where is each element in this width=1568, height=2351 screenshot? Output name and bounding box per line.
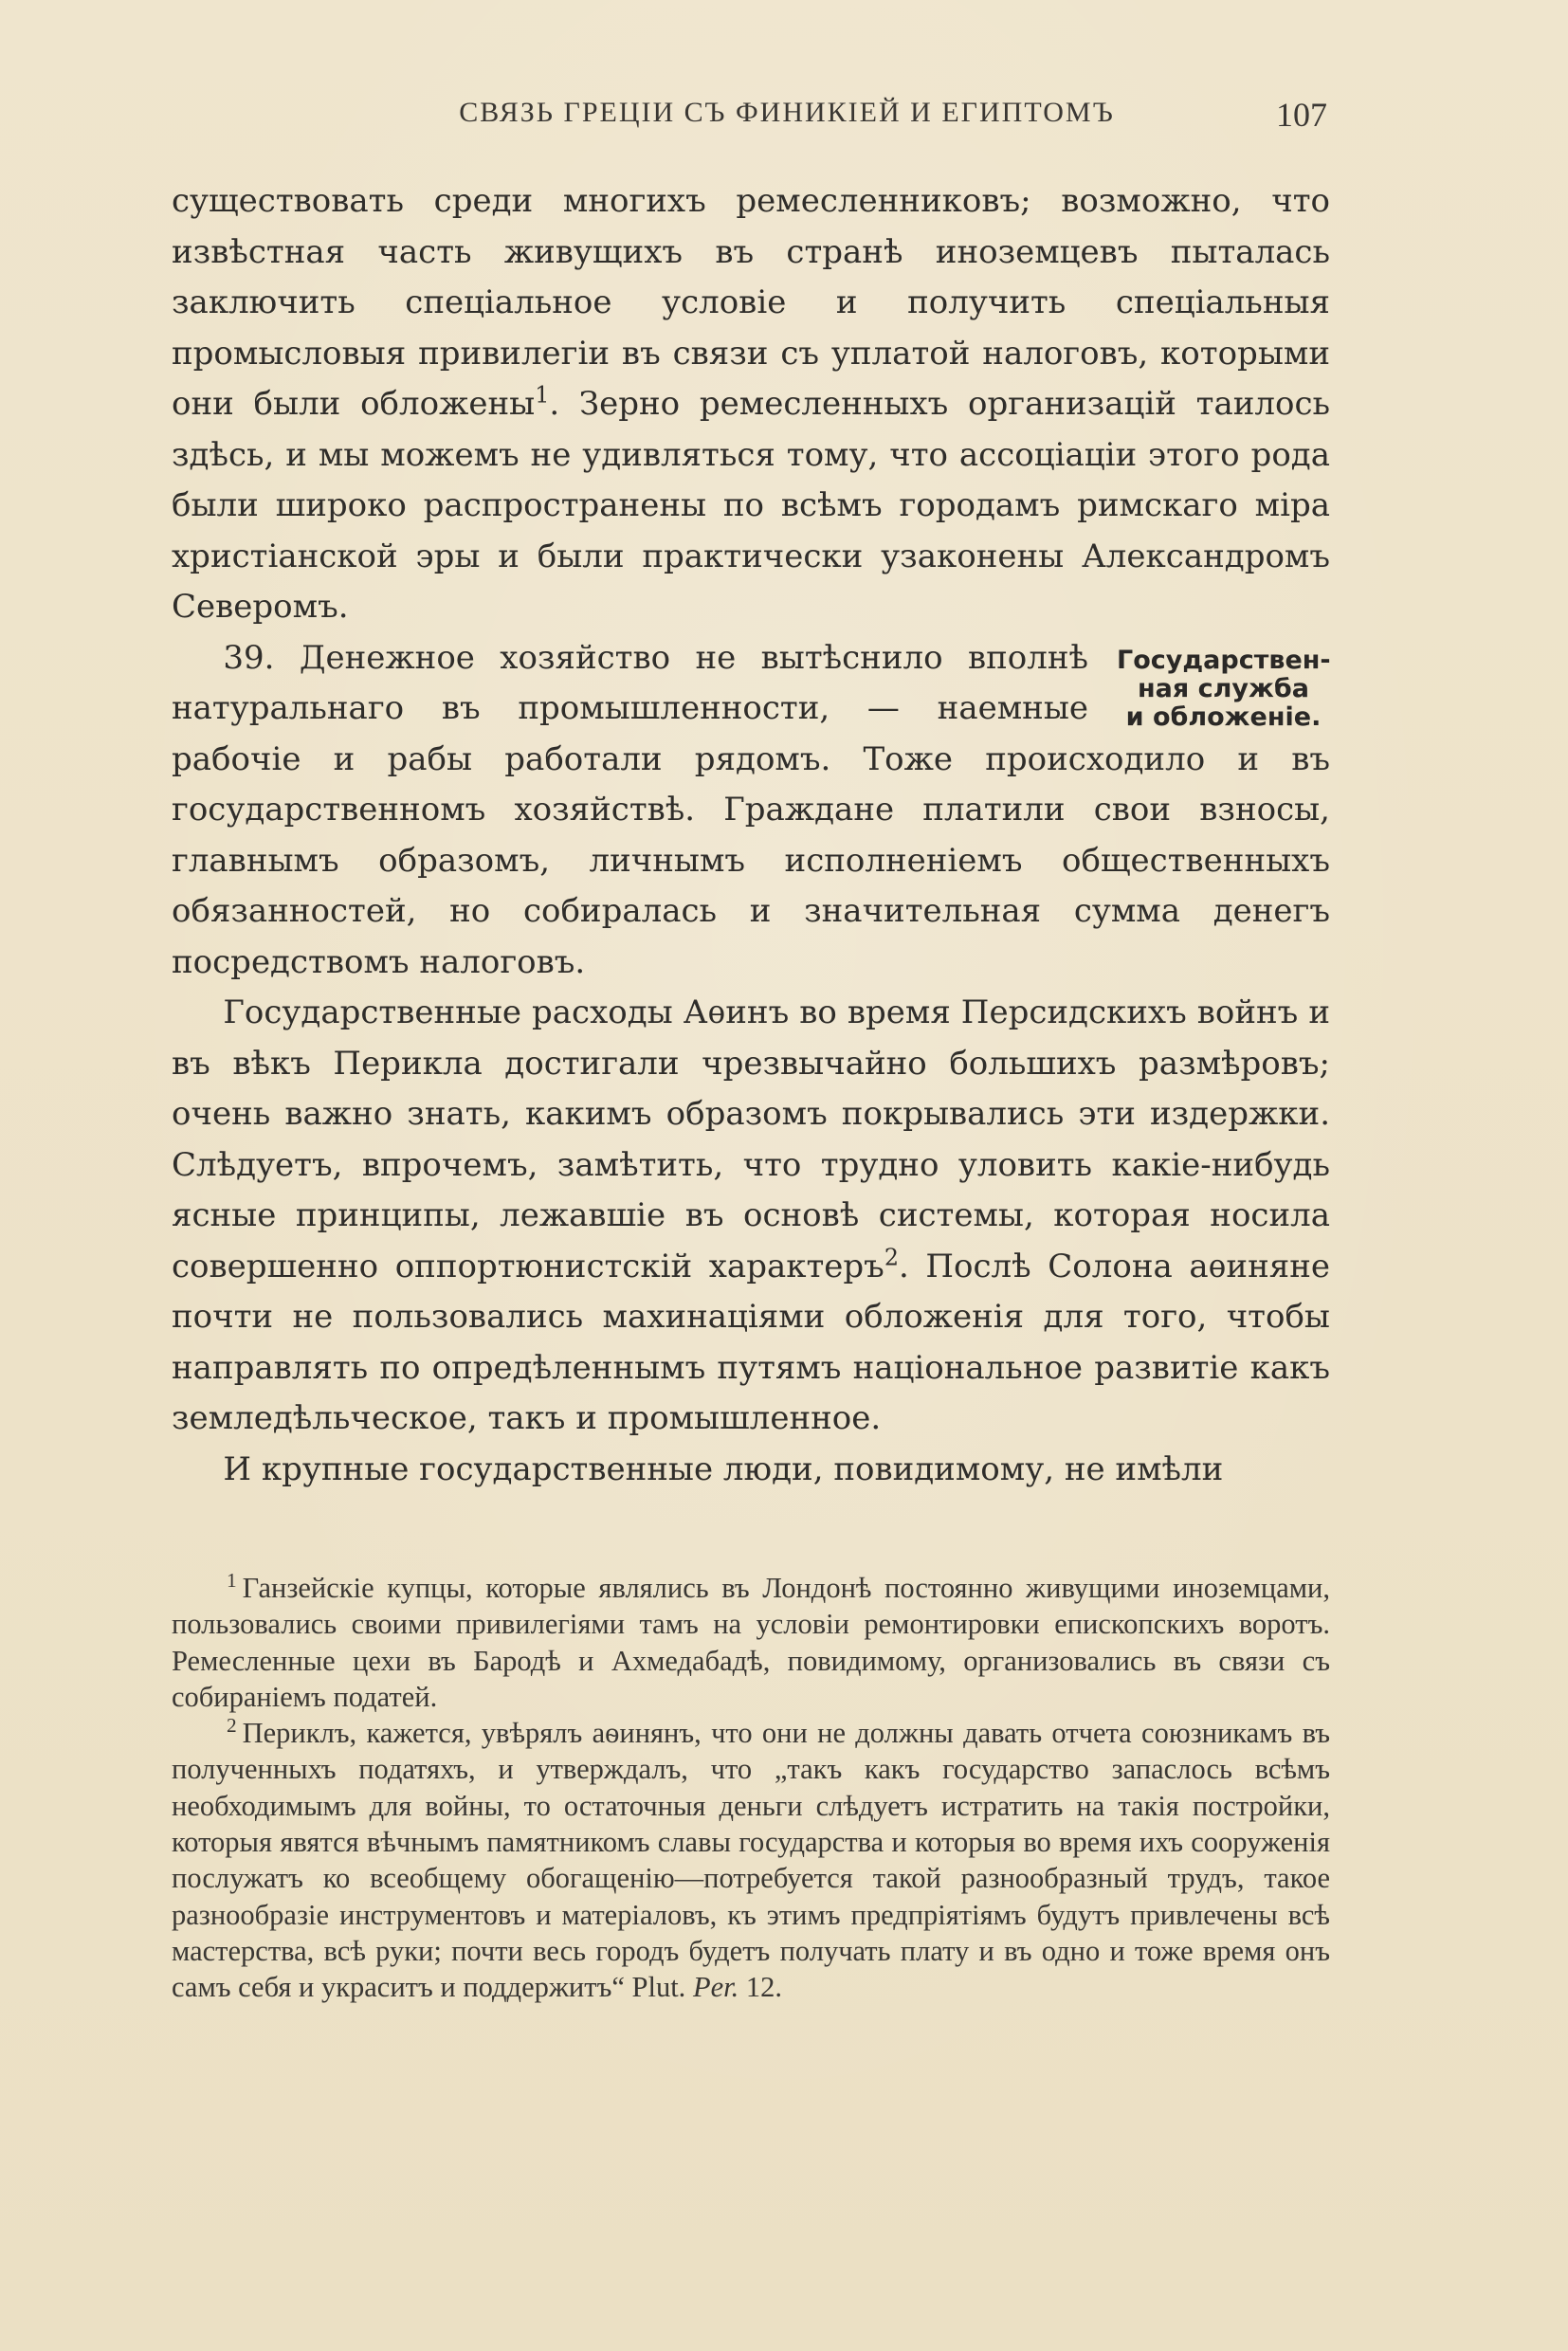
citation-italic: Per. bbox=[692, 1971, 739, 2004]
margin-note-line: ная служба bbox=[1138, 673, 1309, 703]
paragraph bbox=[172, 1445, 1330, 1496]
running-title: СВЯЗЬ ГРЕЦІИ СЪ ФИНИКІЕЙ И ЕГИПТОМЪ bbox=[459, 97, 1115, 128]
footnote-reference: 2 bbox=[884, 1244, 899, 1271]
footnote-reference: 1 bbox=[535, 381, 550, 409]
paragraph-text: существовать среди многихъ ремесленниковъ; возможно, что извѣстная часть живущихъ въ странѣ иноземцевъ пыталась заключить спеціальное условіе и получить спеціальныя промысловыя привилегіи въ связи съ уплатой налоговъ, которыми они были обложены bbox=[172, 182, 1330, 423]
footnotes bbox=[172, 1570, 1330, 2006]
paragraph-39 bbox=[172, 633, 1330, 989]
paragraph-text: И крупные государственные люди, повидимому, не имѣли bbox=[223, 1449, 1224, 1488]
paragraph-text: . Послѣ Солона аѳиняне почти не пользовались махинаціями обложенія для того, чтобы направлять по опредѣленнымъ путямъ національное развитіе какъ земледѣльческое, такъ и промышленное. bbox=[172, 1247, 1330, 1437]
footnote-mark: 1 bbox=[226, 1568, 237, 1592]
margin-note bbox=[1117, 639, 1330, 732]
footnote bbox=[172, 1715, 1330, 2005]
page-number: 107 bbox=[1276, 96, 1327, 134]
paragraph-text: Государственные расходы Аѳинъ во время Персидскихъ войнъ и въ вѣкъ Перикла достигали чрезвычайно большихъ размѣровъ; очень важно знать, какимъ образомъ покрывались эти издержки. Слѣдуетъ, впрочемъ, замѣтить, что трудно уловить какіе-нибудь ясные принципы, лежавшіе въ основѣ системы, которая носила совершенно оппортюнистскій характеръ bbox=[172, 993, 1330, 1285]
footnote-text: Периклъ, кажется, увѣрялъ аѳинянъ, что они не должны давать отчета союзникамъ въ полученныхъ податяхъ, и утверждалъ, что „такъ какъ государство запаслось всѣмъ необходимымъ для войны, то остаточныя деньги слѣдуетъ истратить на такія постройки, которыя явятся вѣчнымъ памятникомъ славы государства и которыя во время ихъ сооруженія послужатъ ко всеобщему обогащенію—потребуется такой разнообразный трудъ, такое разнообразіе инструментовъ и матеріаловъ, къ этимъ предпріятіямъ будутъ привлечены всѣ мастерства, всѣ руки; почти весь городъ будетъ получать плату и въ одно и тоже время онъ самъ себя и украситъ и поддержитъ“ Plut. bbox=[172, 1717, 1330, 2004]
main-text bbox=[172, 176, 1330, 1495]
paragraph-continued bbox=[172, 176, 1330, 633]
paragraph-text: . Зерно ремесленныхъ организацій таилось здѣсь, и мы можемъ не удивляться тому, что ассоціаціи этого рода были широко распространены по всѣмъ городамъ римскаго міра христіанской эры и были практически узаконены Александромъ Северомъ. bbox=[172, 385, 1330, 626]
footnote-mark: 2 bbox=[226, 1714, 237, 1738]
footnote-text: Ганзейскіе купцы, которые являлись въ Лондонѣ постоянно живущими иноземцами, пользовались своими привилегіями тамъ на условіи ремонтировки епископскихъ воротъ. Ремесленные цехи въ Бародѣ и Ахмедабадѣ, повидимому, организовались въ связи съ собираніемъ податей. bbox=[172, 1572, 1330, 1713]
citation-end: 12. bbox=[738, 1971, 782, 2004]
margin-note-line: Государствен- bbox=[1117, 645, 1331, 675]
footnote bbox=[172, 1570, 1330, 1715]
paragraph-text: 39. Денежное хозяйство не вытѣснило вполнѣ натуральнаго въ промышленности, — наемные рабочіе и рабы работали рядомъ. Тоже происходило и въ государственномъ хозяйствѣ. Граждане платили свои взносы, главнымъ образомъ, личнымъ исполненіемъ общественныхъ обязанностей, но собиралась и значительная сумма денегъ посредствомъ налоговъ. bbox=[172, 638, 1330, 981]
margin-note-line: и обложеніе. bbox=[1125, 702, 1322, 732]
paragraph bbox=[172, 988, 1330, 1445]
